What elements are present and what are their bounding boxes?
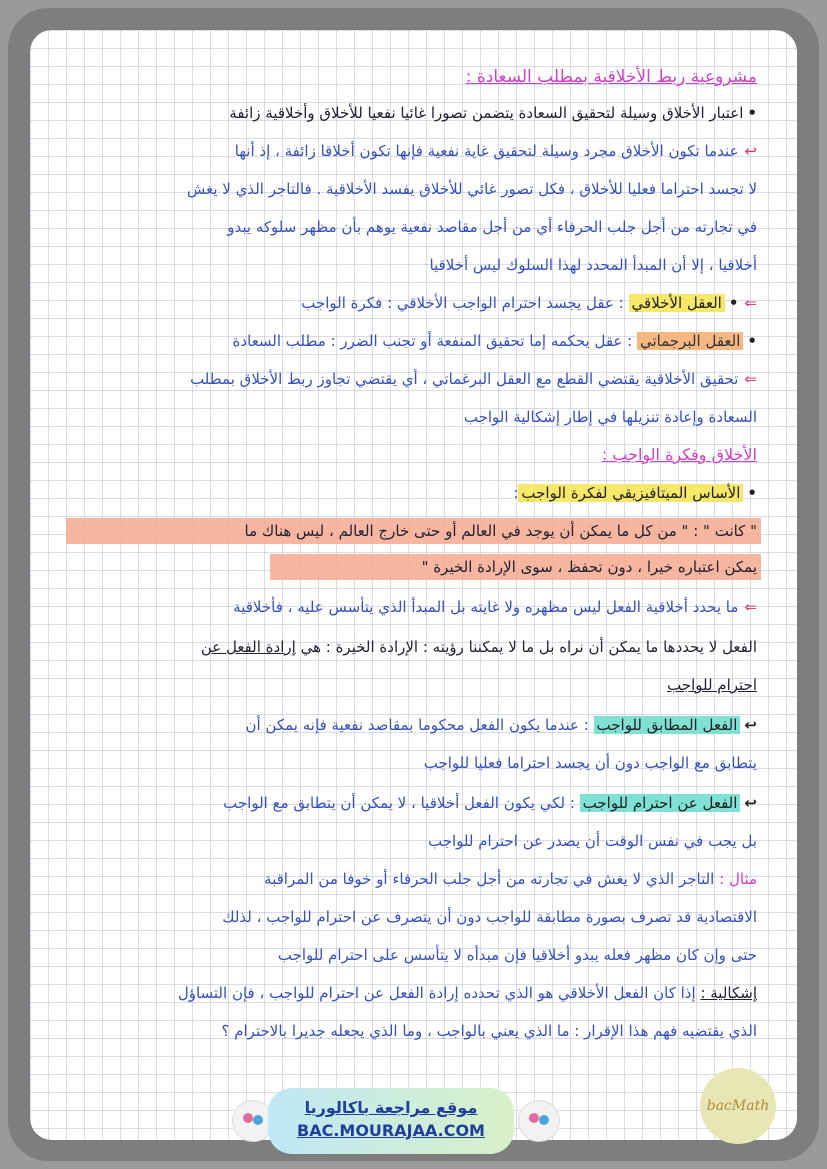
criterion-row-1 (70, 596, 757, 618)
example-line-3: حتى وإن كان مظهر فعله يبدو أخلاقيا فإن مبدأه لا يتأسس على احترام للواجب (277, 946, 757, 964)
realize-row-1 (70, 368, 757, 390)
notebook-page (30, 30, 797, 1140)
criterion-row-2 (70, 636, 757, 658)
problem-line-2: الذي يقتضيه فهم هذا الإقرار : ما الذي يعني بالواجب ، وما الذي يجعله جديرا بالاحترام ؟ (221, 1022, 757, 1040)
double-arrow-icon: ⇐ (744, 294, 757, 312)
bullet-icon: • (747, 484, 757, 502)
line-1-text: اعتبار الأخلاق وسيلة لتحقيق السعادة يتضمن تصورا غائيا نفعيا للأخلاق وأخلاقية زائفة (229, 104, 744, 122)
section-title-duty: الأخلاق وفكرة الواجب : (601, 445, 757, 464)
footer-banner[interactable] (268, 1088, 514, 1154)
problem-row (70, 982, 757, 1004)
bullet-icon: • (747, 104, 757, 122)
problem-line-1: إذا كان الفعل الأخلاقي هو الذي تحدده إرادة الفعل عن احترام للواجب ، فإن التساؤل (177, 984, 696, 1002)
site-logo-icon-right (518, 1100, 560, 1142)
footer-url-link[interactable]: BAC.MOURAJAA.COM (297, 1121, 485, 1140)
example-row (70, 868, 757, 890)
realize-line-2: السعادة وإعادة تنزيلها في إطار إشكالية الواجب (463, 408, 757, 426)
hook-arrow-icon: ↩ (744, 716, 757, 734)
moral-reason-text: : عقل يجسد احترام الواجب الأخلاقي : فكرة الواجب (301, 294, 624, 312)
conform-text-1: : عندما يكون الفعل محكوما بمقاصد نفعية فإنه يمكن أن (245, 716, 589, 734)
metaphysical-colon: : (513, 484, 519, 502)
pragmatic-reason-label: العقل البرجماتي (637, 332, 743, 350)
kant-quote-line-2: يمكن اعتباره خيرا ، دون تحفظ ، سوى الإرادة الخيرة " (421, 558, 757, 576)
realize-line-1: تحقيق الأخلاقية يقتضي القطع مع العقل البرغماتي ، أي يقتضي تجاوز ربط الأخلاق بمطلب (190, 370, 739, 388)
bullet-icon: • (728, 294, 739, 312)
line-2-text: عندما تكون الأخلاق مجرد وسيلة لتحقيق غاية نفعية فإنها تكون أخلاقا زائفة ، إذ أنها (234, 142, 739, 160)
criterion-line-1: ما يحدد أخلاقية الفعل ليس مظهره ولا غايته بل المبدأ الذي يتأسس عليه ، فأخلاقية (233, 598, 739, 616)
bacmath-watermark-logo: bacMath (700, 1068, 776, 1144)
criterion-line-3: احترام للواجب (667, 676, 757, 694)
line-3: لا تجسد احتراما فعليا للأخلاق ، فكل تصور غائي للأخلاق يفسد الأخلاقية . فالتاجر الذي لا يغش (187, 180, 757, 198)
metaphysical-row (70, 482, 757, 504)
problem-label: إشكالية : (700, 984, 757, 1002)
line-2 (70, 140, 757, 162)
hook-arrow-icon: ↩ (744, 142, 757, 160)
respect-text-2: بل يجب في نفس الوقت أن يصدر عن احترام للواجب (428, 832, 757, 850)
kant-quote-line-1: " كانت " : " من كل ما يمكن أن يوجد في العالم أو حتى خارج العالم ، ليس هناك ما (244, 522, 757, 540)
hook-arrow-icon: ↩ (744, 794, 757, 812)
criterion-line-2b: إرادة الفعل عن (200, 638, 296, 656)
respect-label: الفعل عن احترام للواجب (580, 794, 741, 812)
section-title-happiness: مشروعية ربط الأخلاقية بمطلب السعادة : (465, 67, 757, 87)
line-1 (70, 102, 757, 124)
double-arrow-icon: ⇐ (744, 598, 757, 616)
conform-text-2: يتطابق مع الواجب دون أن يجسد احتراما فعليا للواجب (423, 754, 757, 772)
pragmatic-reason-text: : عقل يحكمه إما تحقيق المنفعة أو تجنب الضرر : مطلب السعادة (232, 332, 633, 350)
criterion-line-2a: الفعل لا يحددها ما يمكن أن نراه بل ما لا يمكننا رؤيته : الإرادة الخيرة : هي (300, 638, 757, 656)
example-line-2: الاقتصادية قد تصرف بصورة مطابقة للواجب دون أن يتصرف عن احترام للواجب ، لذلك (222, 908, 757, 926)
bullet-icon: • (747, 332, 757, 350)
pragmatic-reason-row (70, 330, 757, 352)
conform-row (70, 714, 757, 736)
moral-reason-label: العقل الأخلاقي (629, 294, 725, 312)
moral-reason-row (70, 292, 757, 314)
metaphysical-label: الأساس الميتافيزيقي لفكرة الواجب (518, 484, 743, 502)
example-label: مثال : (719, 870, 757, 888)
line-4: في تجارته من أجل جلب الحرفاء أي من أجل مقاصد نفعية يوهم بأن مظهر سلوكه يبدو (227, 218, 757, 236)
example-line-1: التاجر الذي لا يغش في تجارته من أجل جلب الحرفاء أو خوفا من المراقبة (264, 870, 715, 888)
line-5: أخلاقيا ، إلا أن المبدأ المحدد لهذا السلوك ليس أخلاقيا (429, 256, 757, 274)
conform-label: الفعل المطابق للواجب (594, 716, 741, 734)
respect-row (70, 792, 757, 814)
footer-site-name[interactable]: موقع مراجعة باكالوريا (304, 1098, 478, 1117)
double-arrow-icon: ⇐ (744, 370, 757, 388)
respect-text-1: : لكي يكون الفعل أخلاقيا ، لا يمكن أن يتطابق مع الواجب (223, 794, 575, 812)
